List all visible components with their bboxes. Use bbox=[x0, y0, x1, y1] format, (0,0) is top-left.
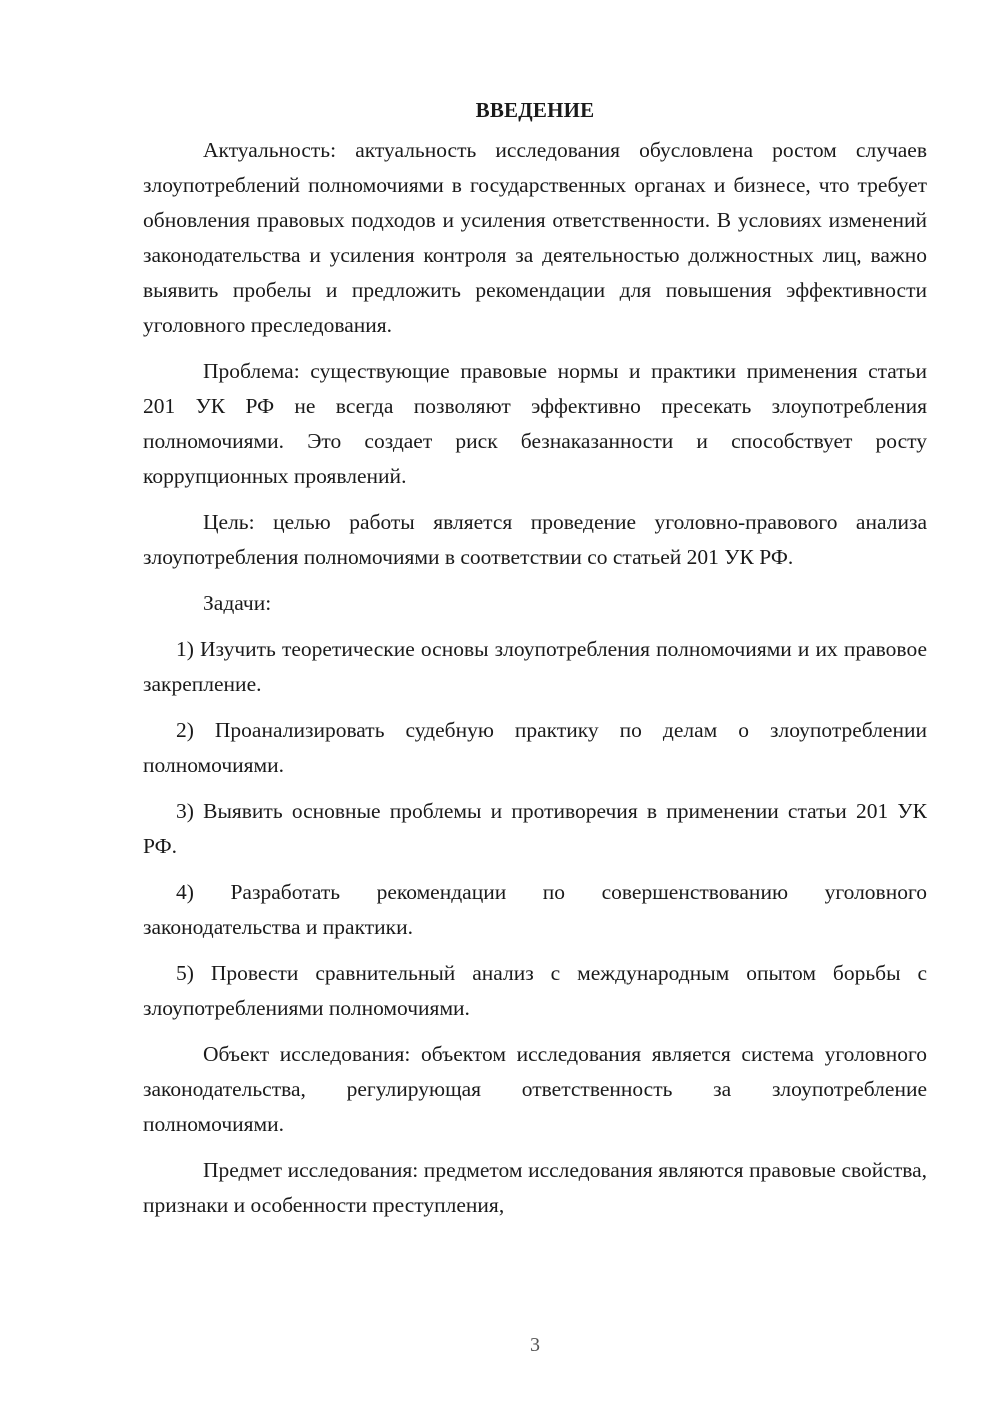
paragraph-goal: Цель: целью работы является проведение уголовно-правового анализа злоупотребления полномочиями в соответствии со статьей 201 УК РФ. bbox=[143, 510, 927, 569]
paragraph-relevance: Актуальность: актуальность исследования обусловлена ростом случаев злоупотреблений полномочиями в государственных органах и бизнесе, что требует обновления правовых подходов и усиления ответственности. В условиях изменений законодательства и усиления контроля за деятельностью должностных лиц, важно выявить пробелы и предложить рекомендации для повышения эффективности уголовного преследования. bbox=[143, 138, 927, 337]
task-item: 5) Провести сравнительный анализ с международным опытом борьбы с злоупотреблениями полномочиями. bbox=[143, 961, 927, 1020]
task-item: 2) Проанализировать судебную практику по делам о злоупотреблении полномочиями. bbox=[143, 718, 927, 777]
paragraph-problem: Проблема: существующие правовые нормы и практики применения статьи 201 УК РФ не всегда позволяют эффективно пресекать злоупотребления полномочиями. Это создает риск безнаказанности и способствует росту коррупционных проявлений. bbox=[143, 359, 927, 488]
page-number: 3 bbox=[530, 1334, 540, 1356]
paragraph-tasks-heading: Задачи: bbox=[203, 591, 272, 615]
task-item: 4) Разработать рекомендации по совершенствованию уголовного законодательства и практики. bbox=[143, 880, 927, 939]
task-item: 1) Изучить теоретические основы злоупотребления полномочиями и их правовое закрепление. bbox=[143, 637, 927, 696]
paragraph-subject: Предмет исследования: предметом исследования являются правовые свойства, признаки и особенности преступления, bbox=[143, 1158, 927, 1217]
document-page bbox=[143, 92, 927, 1234]
task-item: 3) Выявить основные проблемы и противоречия в применении статьи 201 УК РФ. bbox=[143, 799, 927, 858]
section-title: ВВЕДЕНИЕ bbox=[475, 98, 595, 122]
paragraph-object: Объект исследования: объектом исследования является система уголовного законодательства, регулирующая ответственность за злоупотребление полномочиями. bbox=[143, 1042, 927, 1136]
